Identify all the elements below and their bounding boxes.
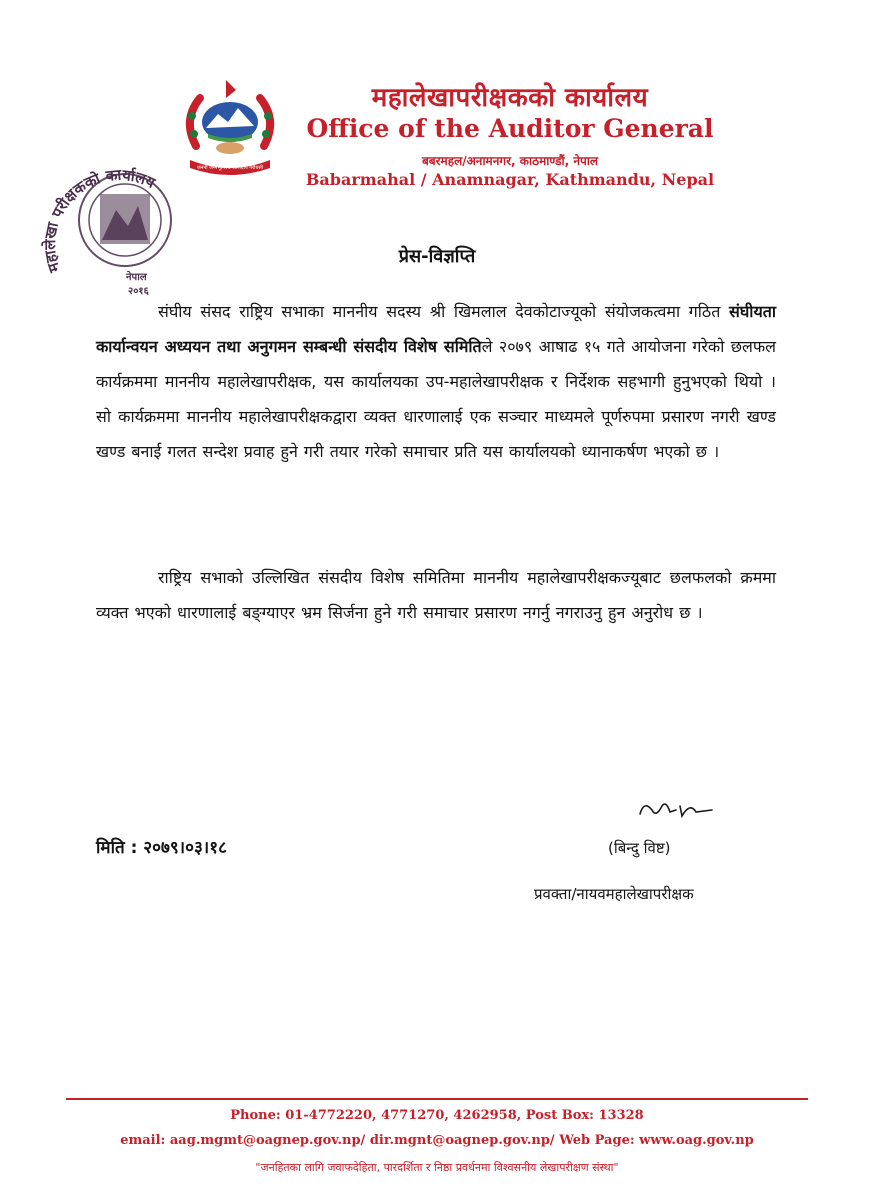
org-name-nepali: महालेखापरीक्षकको कार्यालय — [371, 83, 649, 113]
signer-name: (बिन्दु विष्ट) — [608, 839, 671, 857]
footer-phone: Phone: 01-4772220, 4771270, 4262958, Post Box: 13328 — [230, 1108, 644, 1123]
seal-year: २०१६ — [128, 286, 149, 297]
committee-name: संघीयता कार्यान्वयन अध्ययन तथा अनुगमन सम्बन्धी संसदीय विशेष समिति — [96, 302, 776, 356]
seal-country: नेपाल — [126, 272, 147, 283]
office-seal-stamp — [30, 150, 200, 300]
address-english: Babarmahal / Anamnagar, Kathmandu, Nepal — [305, 170, 715, 189]
issue-date: मिति : २०७९।०३।१८ — [96, 838, 227, 858]
handwritten-signature — [636, 792, 716, 828]
org-name-english: Office of the Auditor General — [306, 114, 714, 143]
paragraph-1-body: ले २०७९ आषाढ १५ गते आयोजना गरेको छलफल कार्यक्रममा माननीय महालेखापरीक्षक, यस कार्यालयका उप-महालेखापरीक्षक र निर्देशक सहभागी हुनुभएको थियो । सो कार्यक्रममा माननीय महालेखापरीक्षकद्वारा व्यक्त धारणालाई एक सञ्चार माध्यमले पूर्णरुपमा प्रसारण नगरी खण्ड खण्ड बनाई गलत सन्देश प्रवाह हुने गरी तयार गरेको समाचार प्रति यस कार्यालयको ध्यानाकर्षण भएको छ । — [96, 337, 776, 461]
address-nepali: बबरमहल/अनामनगर, काठमाण्डौं, नेपाल — [421, 154, 599, 168]
document-title: प्रेस-विज्ञप्ति — [398, 246, 476, 267]
paragraph-1-intro: संघीय संसद राष्ट्रिय सभाका माननीय सदस्य श्री खिमलाल देवकोटाज्यूको संयोजकत्वमा गठित — [158, 302, 730, 321]
emblem-motto: जननी जन्मभूमिश्च स्वर्गादपि गरीयसी — [196, 165, 264, 171]
paragraph-1 — [96, 294, 776, 469]
paragraph-2: राष्ट्रिय सभाको उल्लिखित संसदीय विशेष समितिमा माननीय महालेखापरीक्षकज्यूबाट छलफलको क्रममा व्यक्त भएको धारणालाई बङ्ग्याएर भ्रम सिर्जना हुने गरी समाचार प्रसारण नगर्नु नगराउनु हुन अनुरोध छ । — [96, 568, 776, 622]
seal-ring-text: महालेखा परीक्षकको कार्यालय — [40, 165, 158, 275]
footer-motto: "जनहितका लागि जवाफदेहिता, पारदर्शिता र निष्ठा प्रवर्धनमा विश्वसनीय लेखापरीक्षण संस्था" — [255, 1161, 619, 1174]
signer-title: प्रवक्ता/नायवमहालेखापरीक्षक — [534, 885, 694, 903]
footer-divider — [66, 1098, 808, 1100]
footer-contact: email: aag.mgmt@oagnep.gov.np/ dir.mgnt@oagnep.gov.np/ Web Page: www.oag.gov.np — [120, 1133, 754, 1148]
